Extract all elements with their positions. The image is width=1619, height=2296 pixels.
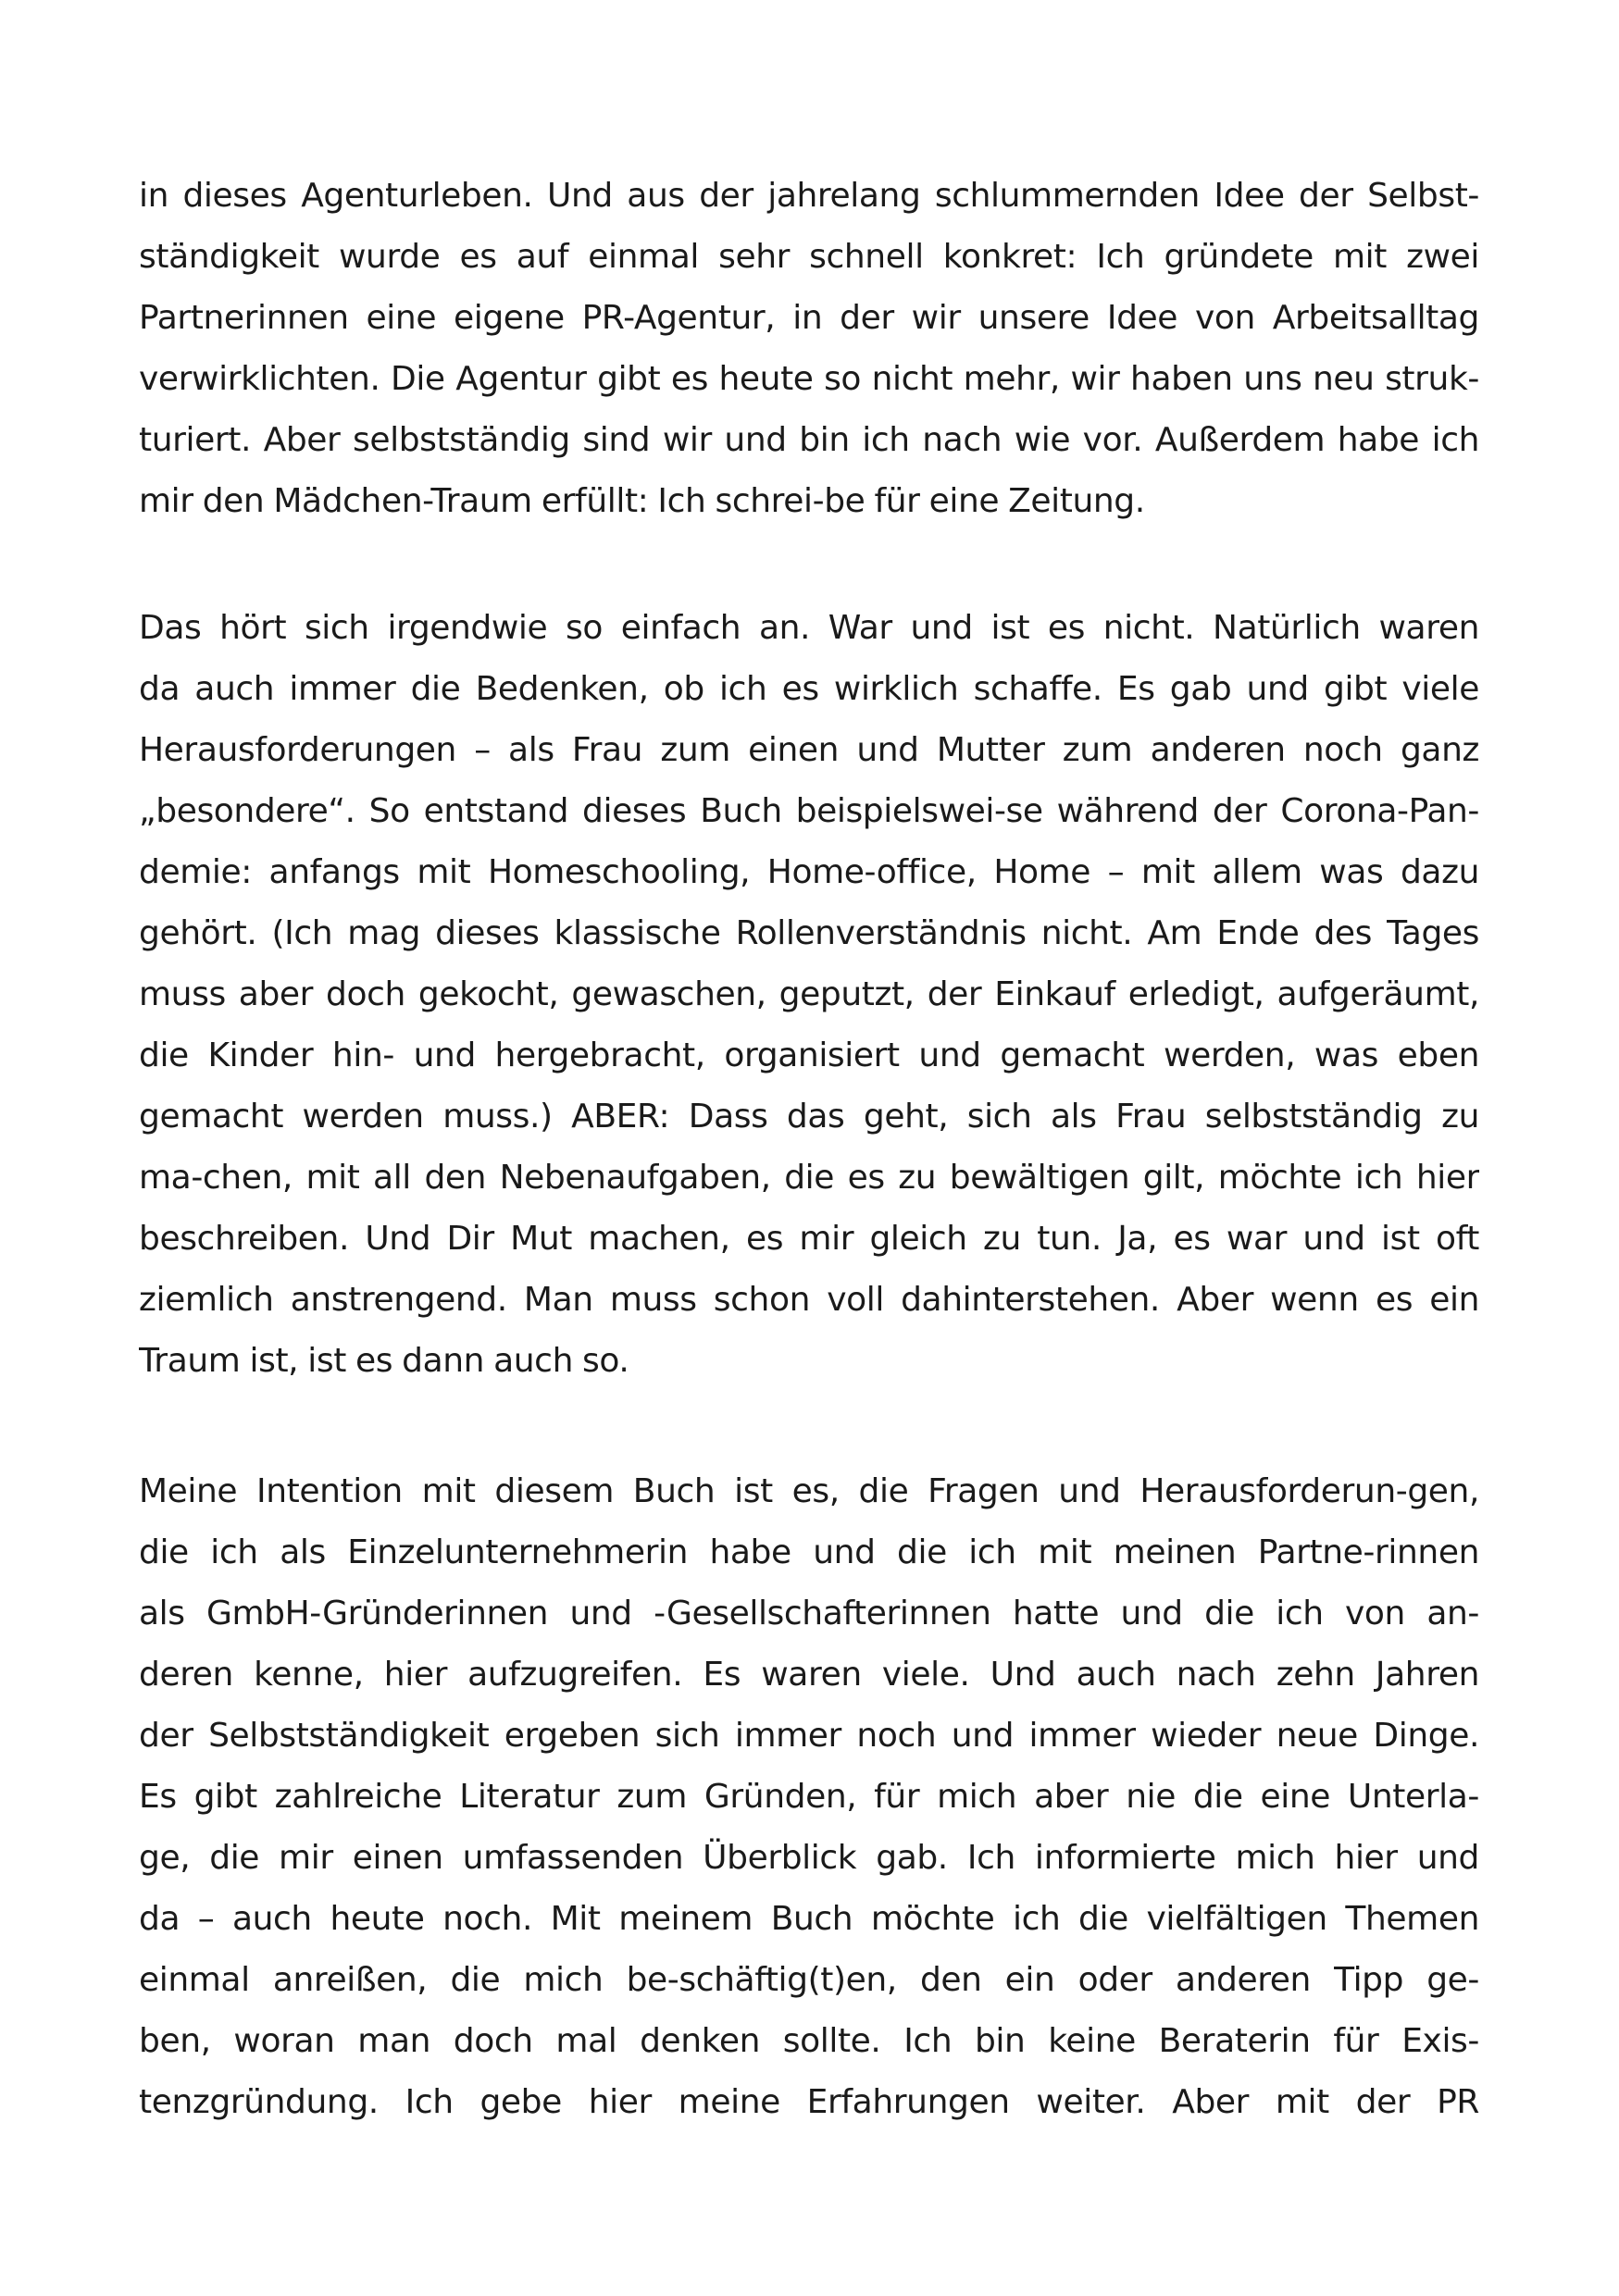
text-line: die ich als Einzelunternehmerin habe und die ich mit meinen Partne-rinnen	[139, 1533, 1479, 1571]
paragraph-2	[139, 598, 1479, 1392]
text-line: ben, woran man doch mal denken sollte. Ich bin keine Beraterin für Exis-	[139, 2022, 1479, 2060]
text-line: da auch immer die Bedenken, ob ich es wirklich schaffe. Es gab und gibt viele	[139, 670, 1479, 708]
text-line: „besondere“. So entstand dieses Buch beispielswei-se während der Corona-Pan-	[139, 792, 1479, 830]
text-line: da – auch heute noch. Mit meinem Buch möchte ich die vielfältigen Themen	[139, 1900, 1479, 1938]
text-line: tenzgründung. Ich gebe hier meine Erfahrungen weiter. Aber mit der PR	[139, 2083, 1479, 2121]
text-line: turiert. Aber selbstständig sind wir und bin ich nach wie vor. Außerdem habe ich	[139, 421, 1479, 459]
text-line: ziemlich anstrengend. Man muss schon voll dahinterstehen. Aber wenn es ein	[139, 1281, 1479, 1319]
paragraph-1	[139, 166, 1479, 532]
text-line: Meine Intention mit diesem Buch ist es, die Fragen und Herausforderun-gen,	[139, 1472, 1479, 1510]
text-line: mir den Mädchen-Traum erfüllt: Ich schrei-be für eine Zeitung.	[139, 482, 1145, 520]
text-line: Das hört sich irgendwie so einfach an. War und ist es nicht. Natürlich waren	[139, 609, 1479, 647]
text-line: gehört. (Ich mag dieses klassische Rollenverständnis nicht. Am Ende des Tages	[139, 914, 1479, 952]
text-line: die Kinder hin- und hergebracht, organisiert und gemacht werden, was eben	[139, 1036, 1479, 1074]
text-line: als GmbH-Gründerinnen und -Gesellschafterinnen hatte und die ich von an-	[139, 1595, 1479, 1632]
text-line: ma-chen, mit all den Nebenaufgaben, die es zu bewältigen gilt, möchte ich hier	[139, 1159, 1479, 1197]
text-line: Es gibt zahlreiche Literatur zum Gründen, für mich aber nie die eine Unterla-	[139, 1778, 1479, 1816]
text-line: ständigkeit wurde es auf einmal sehr schnell konkret: Ich gründete mit zwei	[139, 238, 1479, 276]
text-line: Herausforderungen – als Frau zum einen und Mutter zum anderen noch ganz	[139, 731, 1479, 769]
text-line: beschreiben. Und Dir Mut machen, es mir gleich zu tun. Ja, es war und ist oft	[139, 1220, 1479, 1258]
text-line: Traum ist, ist es dann auch so.	[139, 1342, 629, 1380]
text-line: Partnerinnen eine eigene PR-Agentur, in der wir unsere Idee von Arbeitsalltag	[139, 299, 1479, 337]
text-line: verwirklichten. Die Agentur gibt es heute so nicht mehr, wir haben uns neu struk-	[139, 360, 1479, 398]
text-line: der Selbstständigkeit ergeben sich immer noch und immer wieder neue Dinge.	[139, 1717, 1479, 1755]
text-line: muss aber doch gekocht, gewaschen, geputzt, der Einkauf erledigt, aufgeräumt,	[139, 975, 1479, 1013]
text-line: demie: anfangs mit Homeschooling, Home-office, Home – mit allem was dazu	[139, 853, 1479, 891]
text-line: deren kenne, hier aufzugreifen. Es waren viele. Und auch nach zehn Jahren	[139, 1656, 1479, 1694]
text-line: ge, die mir einen umfassenden Überblick gab. Ich informierte mich hier und	[139, 1839, 1479, 1877]
text-line: gemacht werden muss.) ABER: Dass das geht, sich als Frau selbstständig zu	[139, 1098, 1479, 1136]
text-line: in dieses Agenturleben. Und aus der jahrelang schlummernden Idee der Selbst-	[139, 177, 1479, 215]
paragraph-3	[139, 1461, 1479, 2133]
text-line: einmal anreißen, die mich be-schäftig(t)en, den ein oder anderen Tipp ge-	[139, 1961, 1479, 1999]
